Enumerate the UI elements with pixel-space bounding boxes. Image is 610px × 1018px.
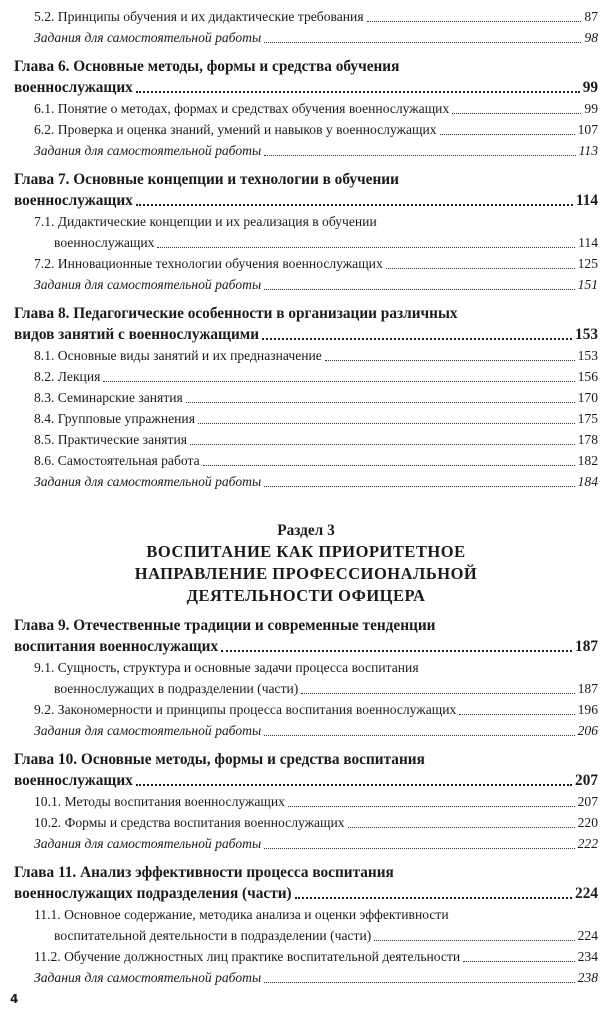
- entry-title: 7.1. Дидактические концепции и их реализация в обучении: [34, 214, 377, 229]
- toc-entry-tasks: [14, 720, 598, 741]
- toc-entry-5-2: [14, 6, 598, 27]
- toc-entry-8-2: [14, 366, 598, 387]
- chapter-title-cont: военнослужащих: [14, 192, 133, 209]
- toc-entry-11-1: [14, 904, 598, 946]
- section-title: НАПРАВЛЕНИЕ ПРОФЕССИОНАЛЬНОЙ: [134, 564, 478, 583]
- entry-page: 196: [577, 702, 598, 717]
- entry-title: Задания для самостоятельной работы: [34, 277, 262, 292]
- chapter-6: [14, 56, 598, 98]
- chapter-page: 187: [575, 638, 598, 655]
- chapter-10: [14, 749, 598, 791]
- entry-title: 8.6. Самостоятельная работа: [34, 453, 200, 468]
- entry-page: 184: [577, 474, 598, 489]
- entry-title: 11.1. Основное содержание, методика анализа и оценки эффективности: [34, 907, 449, 922]
- section-title: ВОСПИТАНИЕ КАК ПРИОРИТЕТНОЕ: [146, 542, 466, 561]
- section-title: ДЕЯТЕЛЬНОСТИ ОФИЦЕРА: [186, 586, 426, 605]
- entry-title: 6.2. Проверка и оценка знаний, умений и навыков у военнослужащих: [34, 122, 437, 137]
- entry-title-cont: военнослужащих в подразделении (части): [54, 681, 299, 696]
- chapter-title-cont: видов занятий с военнослужащими: [14, 326, 260, 343]
- entry-title: 6.1. Понятие о методах, формах и средствах обучения военнослужащих: [34, 101, 450, 116]
- entry-title-cont: военнослужащих: [54, 235, 155, 250]
- entry-title: 9.1. Сущность, структура и основные задачи процесса воспитания: [34, 660, 419, 675]
- toc-entry-9-2: [14, 699, 598, 720]
- toc-entry-8-5: [14, 429, 598, 450]
- entry-page: 206: [577, 723, 598, 738]
- chapter-page: 114: [575, 192, 598, 209]
- entry-title: 9.2. Закономерности и принципы процесса воспитания военнослужащих: [34, 702, 457, 717]
- entry-page: 170: [577, 390, 598, 405]
- chapter-title-cont: воспитания военнослужащих: [14, 638, 219, 655]
- toc-entry-8-3: [14, 387, 598, 408]
- entry-title: 7.2. Инновационные технологии обучения военнослужащих: [34, 256, 383, 271]
- chapter-title: Глава 7. Основные концепции и технологии в обучении: [14, 171, 399, 188]
- toc-entry-tasks: [14, 27, 598, 48]
- entry-page: 178: [577, 432, 598, 447]
- chapter-title: Глава 8. Педагогические особенности в организации различных: [14, 305, 458, 322]
- entry-title: Задания для самостоятельной работы: [34, 970, 262, 985]
- entry-page: 207: [577, 794, 598, 809]
- toc-entry-tasks: [14, 471, 598, 492]
- entry-page: 224: [577, 928, 598, 943]
- chapter-title: Глава 10. Основные методы, формы и средства воспитания: [14, 751, 425, 768]
- entry-page: 107: [577, 122, 598, 137]
- entry-title: 8.1. Основные виды занятий и их предназначение: [34, 348, 322, 363]
- entry-title: 10.2. Формы и средства воспитания военнослужащих: [34, 815, 345, 830]
- chapter-page: 99: [582, 79, 598, 96]
- toc-entry-7-1: [14, 211, 598, 253]
- entry-title-cont: воспитательной деятельности в подразделении (части): [54, 928, 372, 943]
- entry-title: 8.3. Семинарские занятия: [34, 390, 183, 405]
- entry-page: 222: [577, 836, 598, 851]
- section-3-heading: [14, 520, 598, 607]
- toc-entry-tasks: [14, 833, 598, 854]
- toc-entry-9-1: [14, 657, 598, 699]
- entry-title: 10.1. Методы воспитания военнослужащих: [34, 794, 285, 809]
- chapter-page: 153: [575, 326, 598, 343]
- entry-page: 113: [578, 143, 598, 158]
- entry-page: 153: [577, 348, 598, 363]
- toc-entry-8-1: [14, 345, 598, 366]
- toc-entry-8-4: [14, 408, 598, 429]
- entry-title: 11.2. Обучение должностных лиц практике воспитательной деятельности: [34, 949, 461, 964]
- toc-entry-6-1: [14, 98, 598, 119]
- entry-title: 5.2. Принципы обучения и их дидактические требования: [34, 9, 364, 24]
- chapter-8: [14, 303, 598, 345]
- entry-page: 187: [577, 681, 598, 696]
- toc-entry-10-1: [14, 791, 598, 812]
- chapter-title: Глава 6. Основные методы, формы и средства обучения: [14, 58, 400, 75]
- chapter-page: 207: [575, 772, 598, 789]
- entry-title: Задания для самостоятельной работы: [34, 30, 262, 45]
- toc-entry-tasks: [14, 274, 598, 295]
- entry-page: 238: [577, 970, 598, 985]
- entry-title: Задания для самостоятельной работы: [34, 723, 262, 738]
- toc-entry-8-6: [14, 450, 598, 471]
- chapter-9: [14, 615, 598, 657]
- entry-title: Задания для самостоятельной работы: [34, 836, 262, 851]
- entry-page: 175: [577, 411, 598, 426]
- chapter-7: [14, 169, 598, 211]
- chapter-title-cont: военнослужащих подразделения (части): [14, 885, 292, 902]
- entry-page: 87: [584, 9, 598, 24]
- entry-title: Задания для самостоятельной работы: [34, 474, 262, 489]
- toc-entry-7-2: [14, 253, 598, 274]
- entry-page: 99: [584, 101, 598, 116]
- toc-entry-6-2: [14, 119, 598, 140]
- entry-title: 8.2. Лекция: [34, 369, 101, 384]
- chapter-title: Глава 9. Отечественные традиции и современные тенденции: [14, 617, 436, 634]
- entry-page: 151: [577, 277, 598, 292]
- chapter-title-cont: военнослужащих: [14, 772, 133, 789]
- toc-entry-tasks: [14, 967, 598, 988]
- entry-title: 8.5. Практические занятия: [34, 432, 188, 447]
- entry-page: 220: [577, 815, 598, 830]
- chapter-title-cont: военнослужащих: [14, 79, 133, 96]
- entry-page: 182: [577, 453, 598, 468]
- chapter-title: Глава 11. Анализ эффективности процесса воспитания: [14, 864, 394, 881]
- toc-entry-10-2: [14, 812, 598, 833]
- entry-page: 114: [578, 235, 598, 250]
- entry-title: 8.4. Групповые упражнения: [34, 411, 195, 426]
- entry-page: 234: [577, 949, 598, 964]
- entry-page: 98: [584, 30, 598, 45]
- page-number: 4: [10, 992, 19, 1006]
- toc-entry-11-2: [14, 946, 598, 967]
- entry-page: 125: [577, 256, 598, 271]
- entry-title: Задания для самостоятельной работы: [34, 143, 262, 158]
- table-of-contents: [14, 0, 598, 988]
- toc-entry-tasks: [14, 140, 598, 161]
- section-number: Раздел 3: [277, 522, 335, 539]
- chapter-page: 224: [575, 885, 598, 902]
- chapter-11: [14, 862, 598, 904]
- entry-page: 156: [577, 369, 598, 384]
